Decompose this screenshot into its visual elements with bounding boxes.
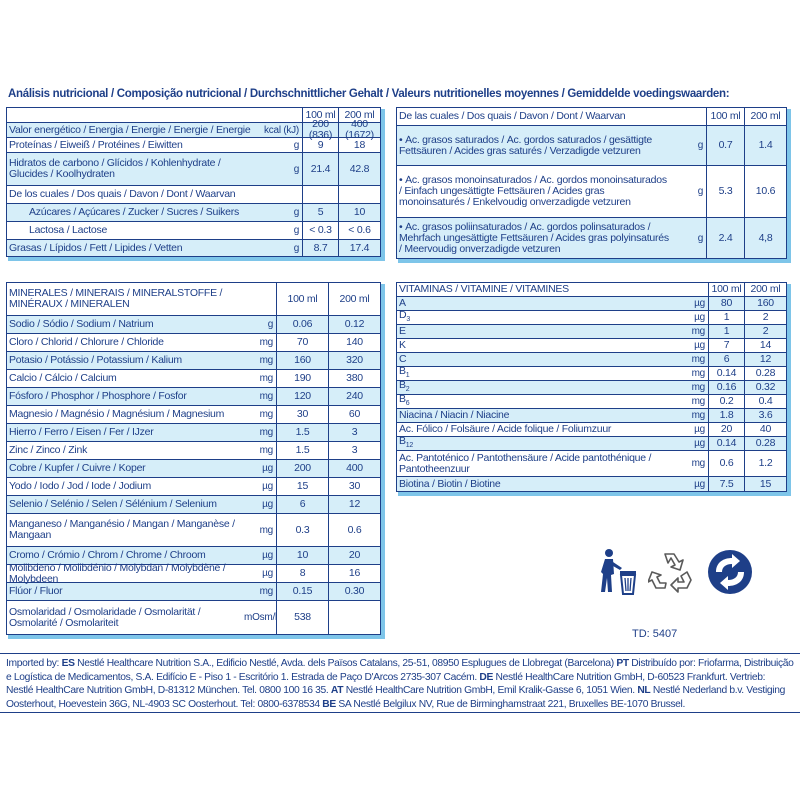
nutrient-name: Potasio / Potássio / Potassium / Kalium — [9, 355, 182, 366]
country-code-pt: PT — [616, 658, 629, 669]
value-200ml: 400 (1672) — [338, 123, 380, 137]
value-100ml: 0.15 — [276, 583, 328, 600]
nutrient-label — [7, 519, 244, 541]
unit: µg — [694, 478, 705, 490]
value-100ml: 1 — [708, 311, 744, 324]
value-200ml: 140 — [328, 334, 380, 351]
nutrient-label — [7, 140, 252, 151]
value-100ml: 21.4 — [302, 153, 338, 185]
nutrient-label — [397, 175, 670, 208]
header-label: VITAMINAS / VITAMINE / VITAMINES — [399, 284, 569, 295]
nutrient-name: Azúcares / Açúcares / Zucker / Sucres / Suikers — [29, 207, 239, 218]
country-code-nl: NL — [637, 685, 651, 696]
col-200ml-header: 200 ml — [744, 283, 786, 296]
unit: mg — [259, 373, 273, 384]
value-200ml: 42.8 — [338, 153, 380, 185]
nutrient-label — [397, 453, 678, 475]
table-row — [7, 334, 380, 352]
unit: g — [293, 225, 299, 236]
table-row — [397, 126, 786, 166]
unit: mg — [259, 524, 273, 536]
unit: g — [293, 139, 299, 151]
table-row — [397, 325, 786, 339]
value-100ml: 0.7 — [706, 126, 744, 165]
country-code-be: BE — [322, 698, 336, 710]
value-200ml: 0.4 — [744, 395, 786, 408]
value-200ml: 1.2 — [744, 451, 786, 476]
value-100ml: 0.16 — [708, 381, 744, 394]
table-row — [7, 496, 380, 514]
unit: µg — [262, 568, 273, 579]
unit: mg — [259, 445, 273, 456]
table-header — [397, 283, 786, 297]
value-200ml: 12 — [744, 353, 786, 366]
header-label: MINERALES / MINERAIS / MINERALSTOFFE / MINÉRAUX / MINERALEN — [9, 288, 223, 310]
value-100ml: 5.3 — [706, 166, 744, 217]
value-200ml: 10.6 — [744, 166, 786, 217]
table-row — [7, 138, 380, 153]
nutrient-name: Proteínas / Eiweiß / Protéines / Eiwitten — [9, 139, 183, 151]
unit: g — [697, 232, 703, 244]
nutrient-label — [7, 125, 252, 136]
table-row — [7, 406, 380, 424]
table-row — [397, 166, 786, 218]
imported-by-label: Imported by: — [6, 658, 60, 669]
nutrient-label — [397, 135, 670, 157]
table-row — [397, 297, 786, 311]
table-row — [397, 451, 786, 477]
unit: µg — [694, 424, 705, 435]
value-100ml: 200 — [276, 460, 328, 477]
unit: g — [293, 242, 299, 254]
value-100ml: 0.14 — [708, 367, 744, 380]
table-header — [7, 283, 380, 316]
unit: mg — [259, 355, 273, 366]
unit: g — [293, 163, 299, 175]
value-100ml: 1.5 — [276, 442, 328, 459]
value-200ml: 320 — [328, 352, 380, 369]
nutrient-label — [397, 424, 678, 435]
unit: kcal (kJ) — [264, 124, 299, 136]
unit: µg — [694, 438, 705, 449]
importer-de: Nestlé HealthCare Nutrition GmbH, D-60523 Frankfurt. Vertrieb: Nestlé HealthCare Nutrition GmbH, D-81312 München. Tel. 0800 100 16 35. — [6, 671, 766, 696]
nutrient-label — [7, 427, 244, 438]
value-200ml: 60 — [328, 406, 380, 423]
table-row — [397, 477, 786, 491]
importer-pt: Distribuído por: Friofarma, Distribuição e Logística de Medicamentos, S.A. Edifício E - Piso 1 - Escritório 1. Estrada de Paço D'Arcos 2735-307 Cacém. — [6, 658, 794, 683]
nutrient-name: Ác. Fólico / Folsäure / Acide folique / Foliumzuur — [399, 424, 612, 435]
nutrient-name: • Ác. grasos monoinsaturados / Ác. gordos monoinsaturados / Einfach ungesättigte Fettsäuren / Acides gras monoinsaturés / Enkelvoudig onverzadigde vetzuren — [399, 175, 667, 208]
table-row — [7, 388, 380, 406]
nutrient-name: Cobre / Kupfer / Cuivre / Koper — [9, 463, 146, 474]
nutrient-label — [7, 445, 244, 456]
value-200ml: 30 — [328, 478, 380, 495]
recycling-icons — [600, 548, 754, 598]
fatty-acids-table — [396, 107, 787, 259]
importer-at: Nestlé HealthCare Nutrition GmbH, Emil Kralik-Gasse 6, 1051 Wien. — [345, 685, 635, 696]
value-100ml: 0.14 — [708, 437, 744, 450]
value-200ml: 0.30 — [328, 583, 380, 600]
nutrient-label — [397, 394, 678, 409]
nutrient-name: Osmolaridad / Osmolaridade / Osmolarität / Osmolarité / Osmolariteit — [9, 606, 201, 629]
value-200ml: 0.12 — [328, 316, 380, 333]
country-code-es: ES — [61, 658, 75, 669]
unit: µg — [262, 463, 273, 474]
minerals-table — [6, 282, 381, 635]
nutrient-label — [7, 391, 244, 402]
table-row — [397, 437, 786, 451]
col-200ml-header: 200 ml — [744, 108, 786, 125]
value-200ml: 160 — [744, 297, 786, 310]
green-dot-icon — [706, 548, 754, 596]
unit: mg — [691, 326, 705, 337]
nutrient-label — [7, 225, 252, 236]
importer-nl: Nestlé Nederland b.v. Vestiging Oosterhout, Hoevestein 36G, NL-4903 SC Oosterhout. Tel: 0800-6378534 — [6, 685, 785, 710]
nutrient-name: Calcio / Cálcio / Calcium — [9, 373, 117, 384]
value-200ml: 0.32 — [744, 381, 786, 394]
nutrient-label — [397, 354, 678, 365]
table-row — [397, 381, 786, 395]
value-100ml: 1 — [708, 325, 744, 338]
nutrient-name: • Ác. grasos saturados / Ác. gordos saturados / gesättigte Fettsäuren / Acides gras saturés / Verzadigde vetzuren — [399, 134, 652, 157]
nutrient-label — [7, 337, 244, 348]
value-200ml: 14 — [744, 339, 786, 352]
value-100ml: 8 — [276, 565, 328, 582]
table-row — [397, 218, 786, 258]
unit: µg — [262, 481, 273, 492]
unit: mg — [691, 354, 705, 365]
unit: mg — [259, 427, 273, 438]
nutrient-name: Cloro / Chlorid / Chlorure / Chloride — [9, 337, 164, 348]
unit: mOsm/l — [244, 612, 277, 623]
value-200ml: 2 — [744, 311, 786, 324]
nutrient-label — [397, 326, 678, 337]
nutrient-name: Valor energético / Energia / Energie / Energie / Energie — [9, 124, 251, 136]
value-100ml: 0.06 — [276, 316, 328, 333]
country-code-de: DE — [479, 671, 494, 683]
unit: g — [697, 186, 703, 197]
nutrient-label — [7, 355, 244, 366]
table-row — [7, 240, 380, 256]
value-100ml: 120 — [276, 388, 328, 405]
unit: g — [293, 207, 299, 218]
table-row — [7, 601, 380, 634]
value-200ml: 380 — [328, 370, 380, 387]
nutrient-label — [7, 207, 252, 218]
table-row — [397, 311, 786, 325]
value-100ml: 6 — [708, 353, 744, 366]
nutrient-name: Lactosa / Lactose — [29, 225, 108, 236]
nutrient-name: Zinc / Zinco / Zink — [9, 445, 88, 456]
unit: mg — [259, 586, 273, 597]
header-label: De las cuales / Dos quais / Davon / Dont / Waarvan — [399, 111, 626, 122]
importer-be: SA Nestlé Belgilux NV, Rue de Birminghamstraat 221, Bruxelles BE-1070 Brussel. — [338, 698, 686, 710]
recycle-icon — [648, 548, 696, 596]
col-200ml-header: 200 ml — [338, 108, 380, 122]
nutrient-name: D — [399, 309, 407, 321]
nutrient-label — [7, 243, 252, 254]
importer-footer — [0, 653, 800, 713]
value-200ml: < 0.6 — [338, 222, 380, 239]
table-row — [7, 424, 380, 442]
nutrient-subscript: 6 — [405, 400, 410, 408]
value-200ml: 0.6 — [328, 514, 380, 546]
nutrient-name: K — [399, 340, 406, 351]
value-200ml: 0.28 — [744, 367, 786, 380]
value-200ml: 16 — [328, 565, 380, 582]
nutrient-name: B — [399, 435, 406, 447]
value-200ml: 400 — [328, 460, 380, 477]
nutrient-label — [397, 298, 678, 309]
unit: mg — [691, 458, 705, 469]
nutrient-name: Hierro / Ferro / Eisen / Fer / IJzer — [9, 427, 154, 438]
table-header — [397, 108, 786, 126]
table-row — [397, 339, 786, 353]
col-100ml-header: 100 ml — [708, 283, 744, 296]
nutrient-subscript: 2 — [405, 386, 410, 394]
nutrient-name: Magnesio / Magnésio / Magnésium / Magnesium — [9, 409, 225, 420]
table-row — [7, 153, 380, 186]
unit: mg — [691, 396, 705, 407]
value-200ml: 3.6 — [744, 409, 786, 422]
nutrient-name: • Ác. grasos poliinsaturados / Ác. gordos polinsaturados / Mehrfach ungesättigte Fettsäuren / Acides gras polyinsaturés / Meervoudig onverzadigde vetzuren — [399, 221, 669, 255]
value-200ml: 18 — [338, 138, 380, 152]
table-row — [7, 583, 380, 601]
value-100ml: 70 — [276, 334, 328, 351]
value-100ml: 20 — [708, 423, 744, 436]
value-100ml: 6 — [276, 496, 328, 513]
nutrient-name: Flúor / Fluor — [9, 586, 63, 597]
nutrient-label — [397, 380, 678, 395]
country-code-at: AT — [330, 685, 344, 696]
value-100ml: 5 — [302, 204, 338, 221]
table-row — [7, 204, 380, 222]
value-200ml: 17.4 — [338, 240, 380, 256]
table-row — [397, 367, 786, 381]
nutrient-label — [7, 550, 244, 561]
value-100ml — [302, 186, 338, 203]
value-200ml: 2 — [744, 325, 786, 338]
col-100ml-header: 100 ml — [302, 108, 338, 122]
value-100ml: 9 — [302, 138, 338, 152]
nutrient-label — [7, 409, 244, 420]
nutrient-name: Niacina / Niacin / Niacine — [399, 410, 510, 421]
value-100ml: 160 — [276, 352, 328, 369]
nutrient-name: A — [399, 298, 406, 309]
value-100ml: 190 — [276, 370, 328, 387]
vitamins-table — [396, 282, 787, 492]
value-100ml: 0.2 — [708, 395, 744, 408]
value-200ml: 3 — [328, 442, 380, 459]
nutrient-name: Cromo / Crómio / Chrom / Chrome / Chroom — [9, 550, 206, 561]
nutrient-name: Manganeso / Manganésio / Mangan / Manganèse / Mangaan — [9, 519, 235, 541]
nutrient-label — [7, 463, 244, 474]
nutrient-name: C — [399, 354, 407, 365]
unit: mg — [691, 410, 705, 421]
table-row — [7, 316, 380, 334]
nutrient-label — [397, 310, 678, 325]
value-200ml: 15 — [744, 477, 786, 491]
value-200ml: 20 — [328, 547, 380, 564]
nutrient-name: Ác. Pantoténico / Pantothensäure / Acide pantothénique / Pantotheenzuur — [399, 452, 652, 475]
table-row — [397, 409, 786, 423]
table-row — [7, 460, 380, 478]
value-200ml: 240 — [328, 388, 380, 405]
unit: mg — [691, 368, 705, 379]
nutrient-subscript: 1 — [405, 372, 410, 380]
value-200ml: 3 — [328, 424, 380, 441]
value-100ml: 15 — [276, 478, 328, 495]
value-100ml: 1.5 — [276, 424, 328, 441]
nutrient-name: Yodo / Iodo / Jod / Iode / Jodium — [9, 481, 151, 492]
table-row — [7, 442, 380, 460]
unit: µg — [262, 550, 273, 561]
unit: µg — [694, 340, 705, 351]
value-200ml: 4,8 — [744, 218, 786, 258]
nutrient-name: B — [399, 393, 406, 405]
value-100ml: 7.5 — [708, 477, 744, 491]
value-100ml: 30 — [276, 406, 328, 423]
nutrient-label — [7, 158, 252, 180]
nutrient-label — [397, 366, 678, 381]
nutrient-name: De los cuales / Dos quais / Davon / Dont / Waarvan — [9, 189, 236, 200]
nutrient-name: E — [399, 326, 406, 337]
nutrient-name: Sodio / Sódio / Sodium / Natrium — [9, 319, 154, 330]
table-row — [7, 514, 380, 547]
value-200ml: 40 — [744, 423, 786, 436]
table-row — [397, 423, 786, 437]
table-row — [397, 353, 786, 367]
table-row — [7, 222, 380, 240]
nutrient-label — [7, 499, 244, 510]
value-100ml: 80 — [708, 297, 744, 310]
nutrient-label — [7, 607, 244, 629]
table-row — [7, 478, 380, 496]
unit: µg — [262, 499, 273, 510]
value-100ml: 0.6 — [708, 451, 744, 476]
nutrient-label — [7, 373, 244, 384]
unit: µg — [694, 312, 705, 323]
nutrient-label — [7, 481, 244, 492]
value-100ml: 538 — [276, 601, 328, 634]
col-200ml-header: 200 ml — [328, 283, 380, 315]
nutrient-label — [397, 410, 678, 421]
value-100ml: 7 — [708, 339, 744, 352]
value-100ml: 8.7 — [302, 240, 338, 256]
nutrient-name: Selenio / Selénio / Selen / Sélénium / Selenium — [9, 499, 217, 510]
nutrient-subscript: 3 — [406, 316, 410, 324]
nutrient-label — [7, 319, 244, 330]
nutrient-label — [397, 479, 678, 490]
nutrient-name: Grasas / Lípidos / Fett / Lipides / Vetten — [9, 242, 183, 254]
unit: mg — [691, 382, 705, 393]
nutrient-name: Biotina / Biotin / Biotine — [399, 478, 501, 490]
table-row — [7, 370, 380, 388]
value-100ml: 10 — [276, 547, 328, 564]
nutrient-label — [7, 563, 244, 585]
nutrient-name: Hidratos de carbono / Glícidos / Kohlenhydrate / Glucides / Koolhydraten — [9, 158, 221, 180]
value-100ml: 0.3 — [276, 514, 328, 546]
value-100ml: < 0.3 — [302, 222, 338, 239]
importer-es: Nestlé Healthcare Nutrition S.A., Edificio Nestlé, Avda. dels Països Catalans, 25-51, 08950 Esplugues de Llobregat (Barcelona) — [77, 658, 614, 669]
page-title: Análisis nutricional / Composição nutricional / Durchschnittlicher Gehalt / Valeurs nutritionelles moyennes / Gemiddelde voedingswaarden: — [8, 88, 730, 100]
nutrient-label — [7, 189, 252, 200]
nutrient-name: B — [399, 365, 406, 377]
value-200ml — [328, 601, 380, 634]
nutrient-name: Molibdeno / Molibdénio / Molybdän / Molybdène / Molybdeen — [9, 562, 226, 585]
tidyman-bin-icon — [600, 548, 638, 598]
col-100ml-header: 100 ml — [706, 108, 744, 125]
unit: mg — [259, 391, 273, 402]
td-code: TD: 5407 — [632, 628, 678, 640]
col-100ml-header: 100 ml — [276, 283, 328, 315]
table-row — [7, 562, 380, 585]
value-200ml — [338, 186, 380, 203]
unit: mg — [259, 337, 273, 348]
nutrient-label — [7, 586, 244, 597]
value-200ml: 12 — [328, 496, 380, 513]
table-row — [7, 118, 380, 141]
value-200ml: 1.4 — [744, 126, 786, 165]
energy-table — [6, 107, 381, 257]
nutrient-name: Fósforo / Phosphor / Phosphore / Fosfor — [9, 391, 187, 402]
unit: g — [697, 140, 703, 151]
table-row — [397, 395, 786, 409]
value-100ml: 200 (836) — [302, 123, 338, 137]
table-row — [7, 186, 380, 204]
nutrient-subscript: 12 — [405, 442, 414, 450]
nutrient-label — [397, 436, 678, 451]
nutrient-label — [397, 222, 670, 255]
unit: g — [267, 319, 273, 330]
nutrient-label — [397, 340, 678, 351]
table-row — [7, 352, 380, 370]
unit: µg — [694, 298, 705, 309]
value-200ml: 10 — [338, 204, 380, 221]
nutrient-name: B — [399, 379, 406, 391]
value-100ml: 2.4 — [706, 218, 744, 258]
unit: mg — [259, 409, 273, 420]
value-200ml: 0.28 — [744, 437, 786, 450]
value-100ml: 1.8 — [708, 409, 744, 422]
